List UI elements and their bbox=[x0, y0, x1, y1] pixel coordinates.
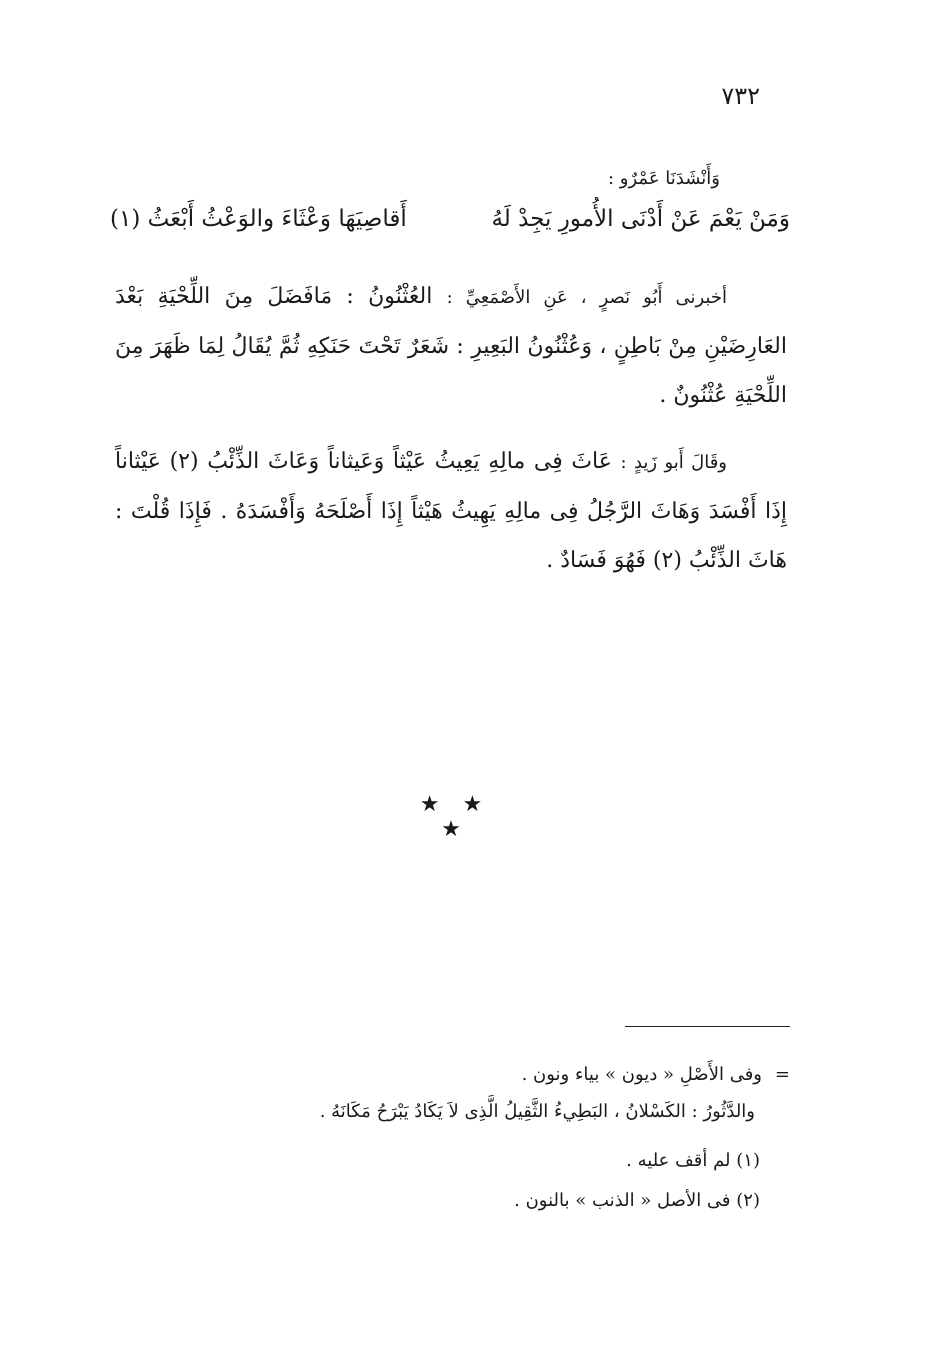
footnote-2: (٢) فى الأصل « الذنب » بالنون . bbox=[514, 1190, 760, 1211]
verse-introduction: وَأَنْشَدَنَا عَمْرٌو : bbox=[608, 168, 720, 189]
paragraph-body: عَاثَ فِى مالِهِ يَعِيثُ عَيْثاً وَعَيثاناً وَعَاثَ الذِّئْبُ (٢) عَيْثاناً إِذَا أَفْسَدَ وَهَاثَ الرَّجُلُ فِى مالِهِ يَهِيثُ هَيْثاً إِذَا أَصْلَحَهُ وَأَفْسَدَهُ . فَإِذَا قُلْتَ : هَاثَ الذِّئْبُ (٢) فَهُوَ فَسَادٌ . bbox=[115, 449, 787, 573]
verse-second-hemistich: أَقاصِيَهَا وَعْثَاءَ والوَعْثُ أَبْعَثُ (١) bbox=[110, 206, 407, 232]
continuation-mark: = bbox=[774, 1064, 790, 1085]
verse-first-hemistich: وَمَنْ يَعْمَ عَنْ أَدْنَى الأُمورِ يَجِدْ لَهُ bbox=[491, 206, 790, 232]
footnote-divider bbox=[625, 1026, 790, 1027]
footnote-continuation bbox=[200, 1064, 790, 1085]
footnote-continuation-line: والدَّثُورُ : الكَسْلانُ ، البَطِيءُ الثَّقِيلُ الَّذِى لاَ يَكَادُ يَبْرَحُ مَكَانَهُ . bbox=[319, 1101, 755, 1122]
footnote-text: وفى الأَصْلِ « ديون » بياء ونون . bbox=[521, 1064, 762, 1085]
paragraph-lead: أخبرنى أَبُو نَصرٍ ، عَنِ الأَصْمَعِيِّ : bbox=[446, 287, 727, 308]
paragraph-lead: وقَالَ أَبو زَيدٍ : bbox=[620, 452, 727, 473]
paragraph-body: العُثْنُونُ : مَافَضَلَ مِنَ اللِّحْيَةِ بَعْدَ العَارِضَيْنِ مِنْ بَاطِنٍ ، وَعُثْنُونُ البَعِيرِ : شَعَرٌ تَحْتَ حَنَكِهِ ثُمَّ يُقَالُ لِمَا ظَهَرَ مِنَ اللِّحْيَةِ عُثْنُونٌ . bbox=[115, 284, 787, 408]
footnote-1: (١) لم أقف عليه . bbox=[626, 1150, 760, 1171]
page-number: ٧٣٢ bbox=[721, 82, 760, 110]
paragraph-aatha bbox=[115, 437, 787, 585]
paragraph-uthnun bbox=[115, 272, 787, 420]
section-separator-stars: ★ ★ ★ bbox=[419, 792, 491, 842]
